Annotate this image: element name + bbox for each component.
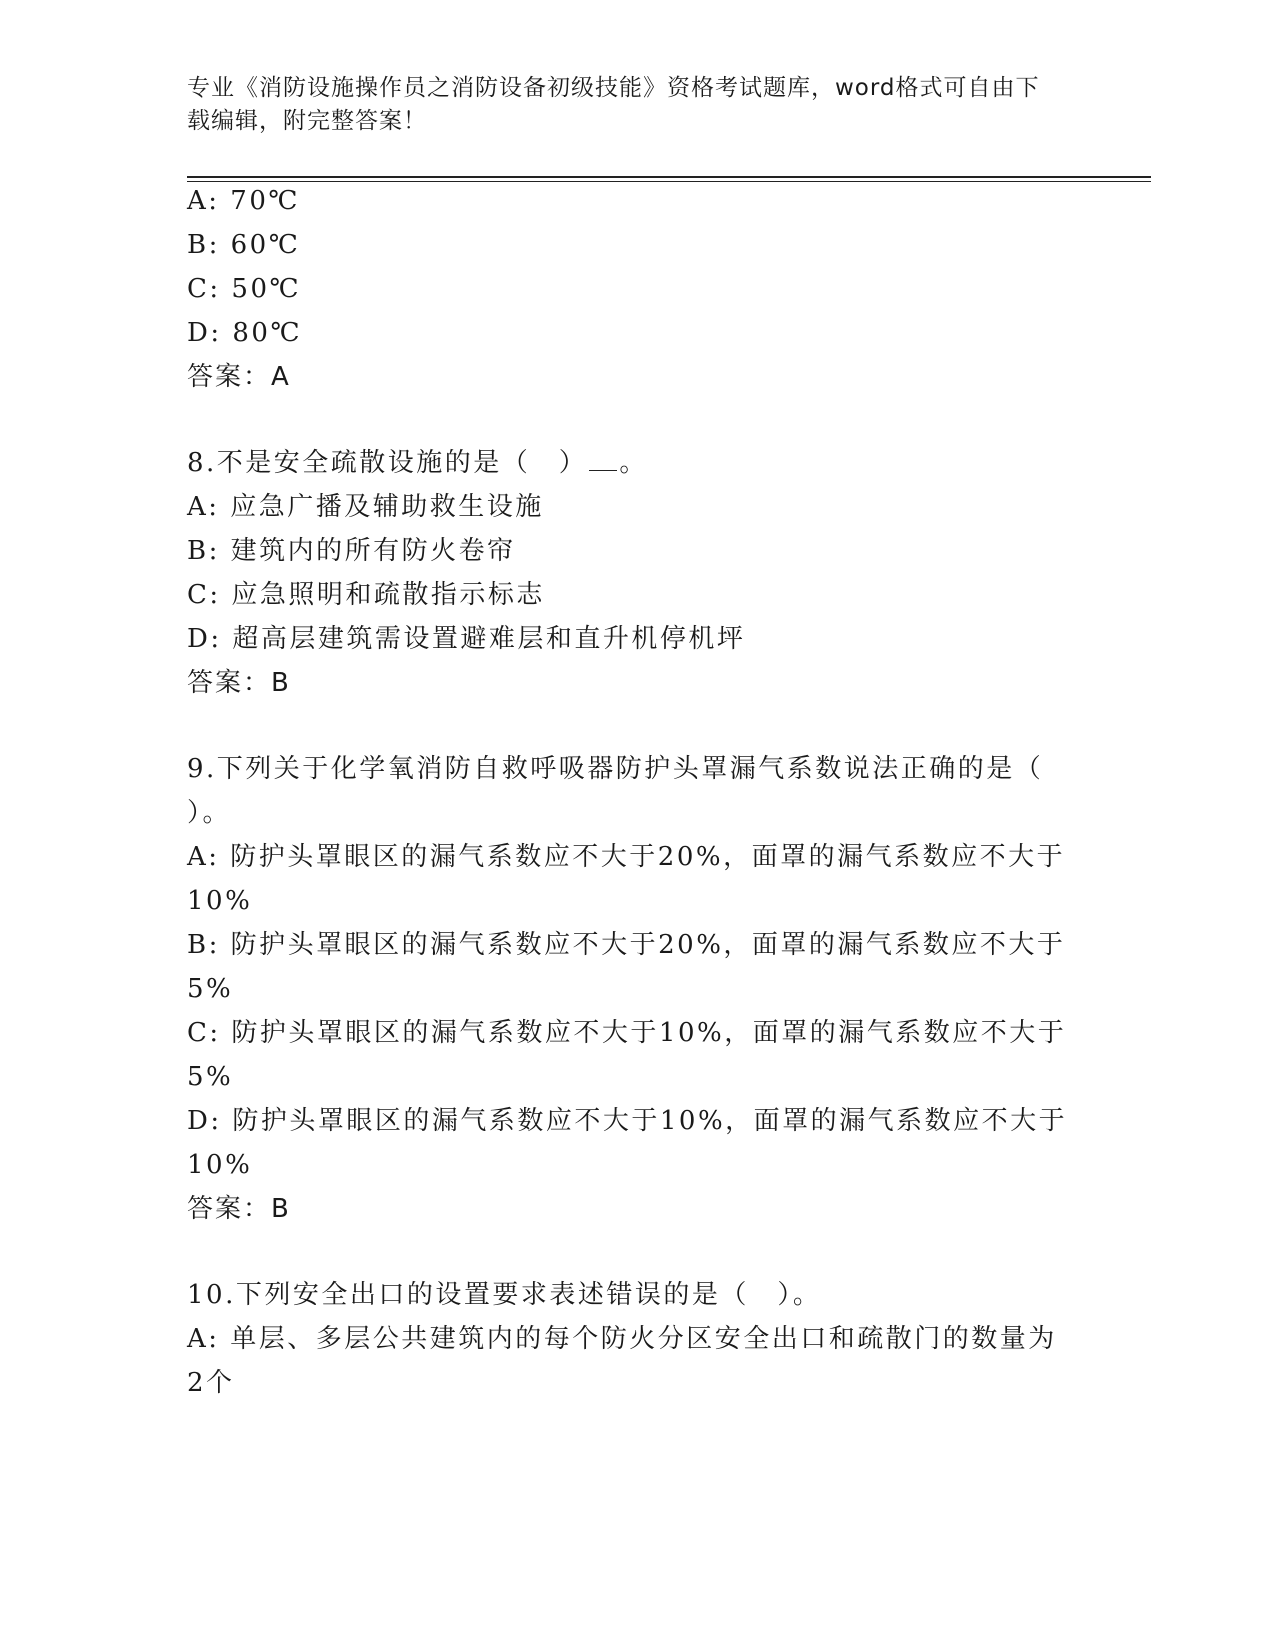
q9-option-a-line2: 10% xyxy=(187,886,253,916)
q10-question: 10.下列安全出口的设置要求表述错误的是（ ）。 xyxy=(187,1280,822,1310)
q9-option-c-line2: 5% xyxy=(187,1062,234,1092)
q8-answer: 答案：B xyxy=(187,668,291,698)
q8-question xyxy=(187,448,648,478)
q7-answer: 答案：A xyxy=(187,362,291,392)
q9-option-d-line1: D: 防护头罩眼区的漏气系数应不大于10%，面罩的漏气系数应不大于 xyxy=(187,1106,1068,1136)
q8-option-b: B: 建筑内的所有防火卷帘 xyxy=(187,536,516,566)
q7-option-c: C: 50℃ xyxy=(187,274,302,304)
q8-option-a: A: 应急广播及辅助救生设施 xyxy=(187,492,544,522)
q8-answer-blank xyxy=(589,450,617,471)
q7-option-a: A: 70℃ xyxy=(187,186,300,216)
q10-option-a-line1: A: 单层、多层公共建筑内的每个防火分区安全出口和疏散门的数量为 xyxy=(187,1324,1057,1354)
q9-question-line1: 9.下列关于化学氧消防自救呼吸器防护头罩漏气系数说法正确的是（ xyxy=(187,754,1044,784)
q9-option-b-line2: 5% xyxy=(187,974,234,1004)
header-title-line1: 专业《消防设施操作员之消防设备初级技能》资格考试题库，word格式可自由下 xyxy=(187,75,1040,101)
q9-option-d-line2: 10% xyxy=(187,1150,253,1180)
q9-option-a-line1: A: 防护头罩眼区的漏气系数应不大于20%，面罩的漏气系数应不大于 xyxy=(187,842,1066,872)
q9-option-c-line1: C: 防护头罩眼区的漏气系数应不大于10%，面罩的漏气系数应不大于 xyxy=(187,1018,1067,1048)
header-divider-thin xyxy=(187,181,1151,182)
q8-option-d: D: 超高层建筑需设置避难层和直升机停机坪 xyxy=(187,624,746,654)
document-header xyxy=(187,72,1067,138)
q8-question-end: 。 xyxy=(619,448,648,478)
q7-option-b: B: 60℃ xyxy=(187,230,301,260)
q9-answer: 答案：B xyxy=(187,1194,291,1224)
q10-option-a-line2: 2个 xyxy=(187,1368,235,1398)
q8-option-c: C: 应急照明和疏散指示标志 xyxy=(187,580,545,610)
q8-question-text: 8.不是安全疏散设施的是（ ） xyxy=(187,448,588,478)
header-divider-thick xyxy=(187,176,1151,178)
q7-option-d: D: 80℃ xyxy=(187,318,303,348)
q9-option-b-line1: B: 防护头罩眼区的漏气系数应不大于20%，面罩的漏气系数应不大于 xyxy=(187,930,1066,960)
q9-question-line2: ）。 xyxy=(187,798,232,828)
header-title-line2: 载编辑，附完整答案！ xyxy=(187,108,427,134)
